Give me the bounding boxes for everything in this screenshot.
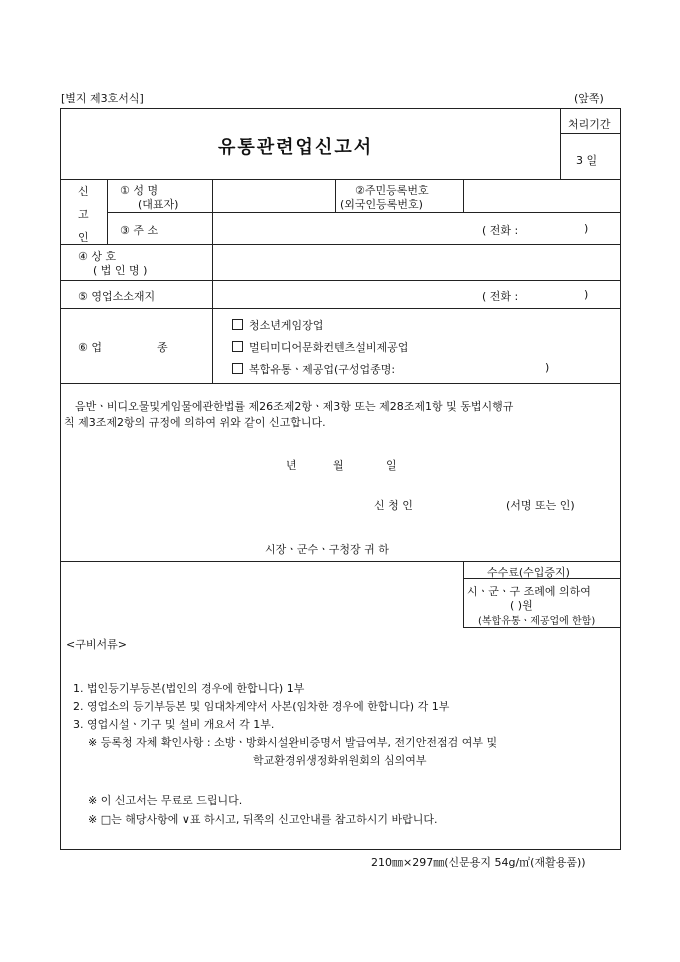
declaration-line2: 칙 제3조제2항의 규정에 의하여 위와 같이 신고합니다. bbox=[64, 416, 326, 429]
type-option-youth-arcade[interactable] bbox=[232, 317, 323, 333]
rule bbox=[463, 561, 464, 627]
document-item: 3. 영업시설ㆍ기구 및 설비 개요서 각 1부. bbox=[73, 718, 275, 731]
rule bbox=[560, 108, 561, 179]
location-phone-label: ( 전화 : bbox=[482, 290, 519, 303]
form-title: 유통관련업신고서 bbox=[218, 137, 374, 158]
paper-spec-footer: 210㎜×297㎜(신문용지 54g/㎡(재활용품)) bbox=[371, 856, 586, 869]
checkbox[interactable] bbox=[232, 319, 243, 330]
date-month-label: 월 bbox=[333, 459, 344, 472]
document-item: 1. 법인등기부등본(법인의 경우에 한합니다) 1부 bbox=[73, 682, 305, 695]
processing-period-value: 3 일 bbox=[576, 154, 598, 167]
checkbox-instruction-note: ※ □는 해당사항에 ∨표 하시고, 뒤쪽의 신고안내를 참고하시기 바랍니다. bbox=[88, 813, 438, 826]
id-number-label: ②주민등록번호 bbox=[355, 184, 429, 197]
addressee: 시장ㆍ군수ㆍ구청장 귀 하 bbox=[265, 543, 389, 556]
date-day-label: 일 bbox=[386, 459, 397, 472]
location-label: ⑤ 영업소소재지 bbox=[78, 290, 156, 303]
business-type-label-end: 종 bbox=[157, 341, 168, 354]
address-phone-close: ) bbox=[584, 222, 589, 235]
processing-period-label: 처리기간 bbox=[568, 118, 611, 131]
applicant-signature-label: 신 청 인 bbox=[374, 499, 413, 512]
trade-name-field[interactable] bbox=[214, 246, 618, 278]
page-side-label: (앞쪽) bbox=[574, 92, 604, 105]
fee-label: 수수료(수입증지) bbox=[487, 566, 570, 579]
type-option-composite[interactable] bbox=[232, 361, 395, 377]
applicant-char: 인 bbox=[78, 231, 89, 244]
rule bbox=[60, 383, 620, 384]
rule bbox=[463, 179, 464, 212]
declaration-line1: 음반ㆍ비디오물및게임물에관한법률 제26조제2항ㆍ제3항 또는 제28조제1항 및 동법시행규 bbox=[75, 400, 514, 413]
address-field[interactable] bbox=[214, 214, 474, 242]
name-field[interactable] bbox=[214, 181, 333, 210]
address-label: ③ 주 소 bbox=[120, 224, 159, 237]
name-label: ① 성 명 bbox=[120, 184, 159, 197]
free-form-note: ※ 이 신고서는 무료로 드립니다. bbox=[88, 794, 243, 807]
applicant-char: 신 bbox=[78, 185, 89, 198]
form-number-label: [별지 제3호서식] bbox=[61, 92, 144, 105]
rule bbox=[60, 179, 620, 180]
type-option-label: 청소년게임장업 bbox=[249, 319, 324, 332]
type-option-close: ) bbox=[545, 361, 550, 374]
date-year-label: 년 bbox=[286, 459, 297, 472]
location-phone-close: ) bbox=[584, 288, 589, 301]
verification-note-line1: ※ 등록청 자체 확인사항 : 소방ㆍ방화시설완비증명서 발급여부, 전기안전점검 여부 및 bbox=[88, 736, 498, 749]
fee-line1: 시ㆍ군ㆍ구 조례에 의하여 bbox=[467, 585, 591, 598]
verification-note-line2: 학교환경위생정화위원회의 심의여부 bbox=[253, 754, 427, 767]
fee-line2: ( )원 bbox=[510, 599, 533, 612]
rule bbox=[560, 133, 620, 134]
rule bbox=[60, 561, 620, 562]
location-field[interactable] bbox=[214, 282, 474, 306]
type-option-label: 멀티미디어문화컨텐츠설비제공업 bbox=[249, 341, 409, 354]
rule bbox=[463, 627, 620, 628]
rule bbox=[60, 308, 620, 309]
signature-or-seal-label: (서명 또는 인) bbox=[506, 499, 575, 512]
id-number-sub-label: (외국인등록번호) bbox=[340, 198, 423, 211]
rule bbox=[212, 179, 213, 383]
applicant-char: 고 bbox=[78, 208, 89, 221]
address-phone-label: ( 전화 : bbox=[482, 224, 519, 237]
rule bbox=[60, 244, 620, 245]
rule bbox=[107, 212, 620, 213]
id-number-field[interactable] bbox=[465, 181, 618, 210]
checkbox[interactable] bbox=[232, 363, 243, 374]
business-type-label: ⑥ 업 bbox=[78, 341, 102, 354]
rule bbox=[60, 280, 620, 281]
type-option-multimedia[interactable] bbox=[232, 339, 408, 355]
rule bbox=[107, 179, 108, 244]
fee-line3: (복합유통ㆍ제공업에 한함) bbox=[478, 616, 596, 627]
required-documents-heading: <구비서류> bbox=[66, 638, 127, 651]
rule bbox=[335, 179, 336, 212]
type-option-label: 복합유통ㆍ제공업(구성업종명: bbox=[249, 363, 396, 376]
document-item: 2. 영업소의 등기부등본 및 임대차계약서 사본(임차한 경우에 한합니다) 각 1부 bbox=[73, 700, 450, 713]
name-sub-label: (대표자) bbox=[138, 198, 179, 211]
checkbox[interactable] bbox=[232, 341, 243, 352]
trade-name-sub-label: ( 법 인 명 ) bbox=[93, 264, 148, 277]
trade-name-label: ④ 상 호 bbox=[78, 250, 117, 263]
